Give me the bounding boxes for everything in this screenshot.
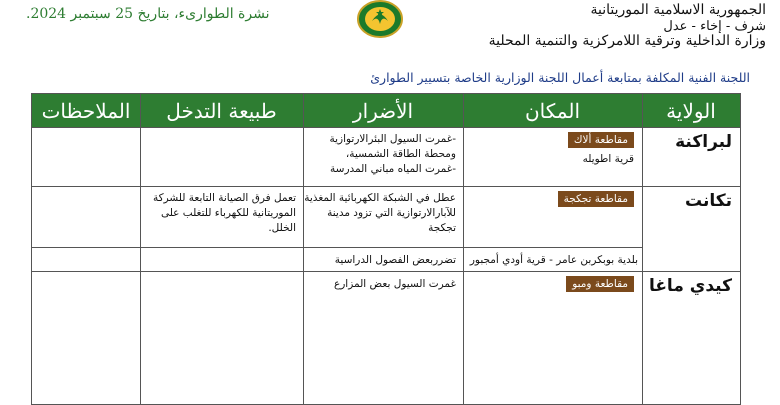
- district-badge: مقاطعة ألاك: [568, 132, 634, 148]
- committee-subtitle: اللجنة الفنية المكلفة بمتابعة أعمال اللجنة الوزارية الخاصة بتسيير الطوارئ: [370, 70, 750, 85]
- damage-cell: [300, 132, 456, 177]
- wilaya-cell: كيدي ماغا: [648, 276, 732, 296]
- place-cell: قرية اطويله: [582, 153, 634, 165]
- damage-line: -غمرت المياه مباني المدرسة: [330, 163, 456, 175]
- header-place: المكان: [524, 98, 581, 123]
- column-divider: [140, 94, 141, 404]
- district-badge: مقاطعة ومبو: [566, 276, 634, 292]
- damage-line: تضرربعض الفصول الدراسية: [334, 254, 456, 266]
- national-motto: شرف - إخاء - عدل: [663, 19, 766, 34]
- intervention-line: الخلل.: [268, 222, 296, 234]
- district-badge: مقاطعة تجكجة: [558, 191, 634, 207]
- header-wilaya: الولاية: [666, 98, 716, 123]
- damage-line: للآبارالارتوازية التي تزود مدينة: [327, 207, 456, 219]
- country-name: الجمهورية الاسلامية الموريتانية: [590, 2, 766, 18]
- emergency-table: [31, 93, 741, 405]
- damage-line: عطل في الشبكة الكهربائية المغذية: [304, 192, 456, 204]
- intervention-line: تعمل فرق الصيانة التابعة للشركة: [152, 192, 296, 204]
- row-divider: [32, 127, 740, 128]
- damage-cell: [300, 277, 456, 292]
- ministry-name: وزارة الداخلية وترقية اللامركزية والتنمية المحلية: [488, 33, 766, 49]
- place-cell: بلدية بوبكربن عامر - قرية أودي أمجبور: [469, 254, 638, 266]
- intervention-cell: [138, 191, 296, 236]
- damage-cell: [300, 191, 456, 236]
- damage-line: -غمرت السيول البئرالارتوازية: [329, 133, 456, 145]
- header-intervention: طبيعة التدخل: [166, 98, 277, 123]
- row-divider: [32, 271, 740, 272]
- row-divider: [32, 247, 642, 248]
- row-divider: [32, 186, 740, 187]
- damage-line: غمرت السيول بعض المزارع: [333, 278, 456, 290]
- damage-line: ومحطة الطاقة الشمسية،: [345, 148, 456, 160]
- wilaya-cell: لبراكنة: [675, 132, 732, 152]
- wilaya-cell: تكانت: [684, 191, 732, 211]
- national-seal-icon: [356, 0, 404, 38]
- bulletin-date: نشرة الطوارىء، بتاريخ 25 سبتمبر 2024.: [26, 6, 270, 22]
- damage-cell: [300, 253, 456, 268]
- intervention-line: الموريتانية للكهرباء للتغلب على: [160, 207, 296, 219]
- header-damage: الأضرار: [352, 98, 414, 123]
- header-notes: الملاحظات: [41, 98, 131, 123]
- column-divider: [463, 94, 464, 404]
- damage-line: تجكجة: [428, 222, 456, 234]
- column-divider: [642, 94, 643, 404]
